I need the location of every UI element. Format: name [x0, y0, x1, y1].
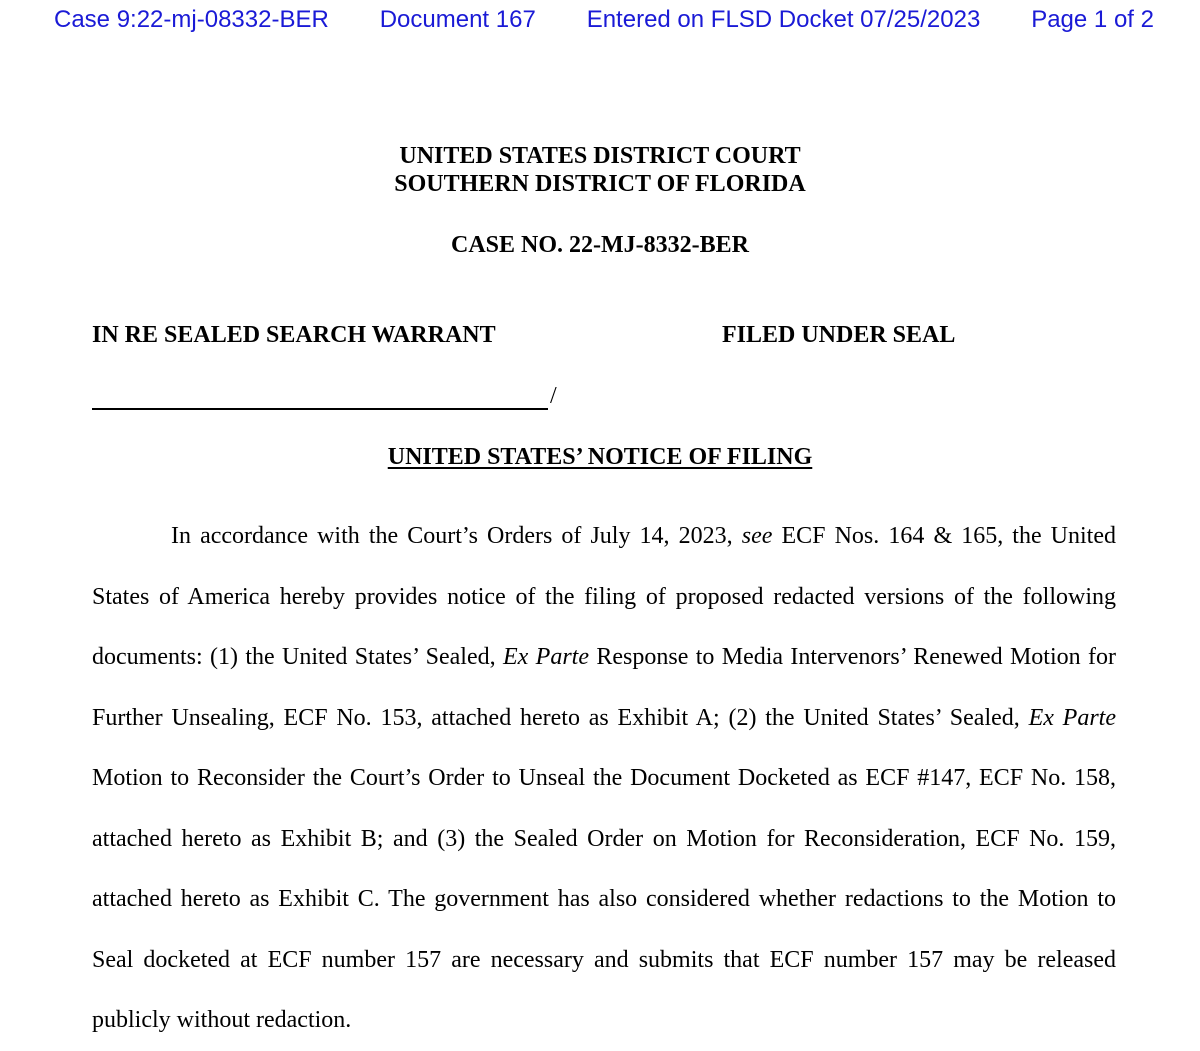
body-paragraph — [92, 506, 1116, 1051]
caption-slash: / — [550, 383, 557, 409]
case-number: CASE NO. 22-MJ-8332-BER — [451, 232, 749, 258]
court-name-line-2: SOUTHERN DISTRICT OF FLORIDA — [394, 171, 806, 197]
body-text-segment: ECF Nos. 164 & 165, the United States of America hereby provides notice of the filing of proposed redacted versions of the following documents: (1) the United States’ Sealed, — [92, 523, 1117, 670]
body-text-italic: Ex Parte — [502, 644, 589, 670]
header-document-number: Document 167 — [379, 6, 536, 33]
caption-rule — [92, 382, 557, 410]
body-text-italic: see — [741, 523, 773, 549]
body-text-segment: Motion to Reconsider the Court’s Order to Unseal the Document Docketed as ECF #147, ECF No. 158, attached hereto as Exhibit B; and (3) the Sealed Order on Motion for Reconsideration, ECF No. 159, attached hereto as Exhibit C. The government has also considered whether redactions to the Motion to Seal docketed at ECF number 157 are necessary and submits that ECF number 157 may be released publicly without redaction. — [92, 765, 1116, 1033]
document-title — [0, 444, 1200, 471]
court-name — [0, 142, 1200, 198]
caption-matter: IN RE SEALED SEARCH WARRANT — [92, 322, 496, 348]
header-case-number: Case 9:22-mj-08332-BER — [54, 6, 329, 33]
header-page-number: Page 1 of 2 — [1031, 6, 1154, 33]
header-entered-date: Entered on FLSD Docket 07/25/2023 — [586, 6, 981, 33]
body-text-segment: Response to Media Intervenors’ Renewed Motion for Further Unsealing, ECF No. 153, attached hereto as Exhibit A; (2) the United States’ Sealed, — [92, 644, 1116, 731]
docket-header — [54, 6, 1154, 34]
body-text-segment: In accordance with the Court’s Orders of July 14, 2023, — [171, 523, 742, 549]
body-text-italic: Ex Parte — [1028, 704, 1116, 731]
document-title-text: UNITED STATES’ NOTICE OF FILING — [387, 444, 813, 470]
court-name-line-1: UNITED STATES DISTRICT COURT — [399, 143, 801, 169]
caption-underline — [92, 382, 548, 410]
caption-seal-status: FILED UNDER SEAL — [722, 322, 956, 348]
